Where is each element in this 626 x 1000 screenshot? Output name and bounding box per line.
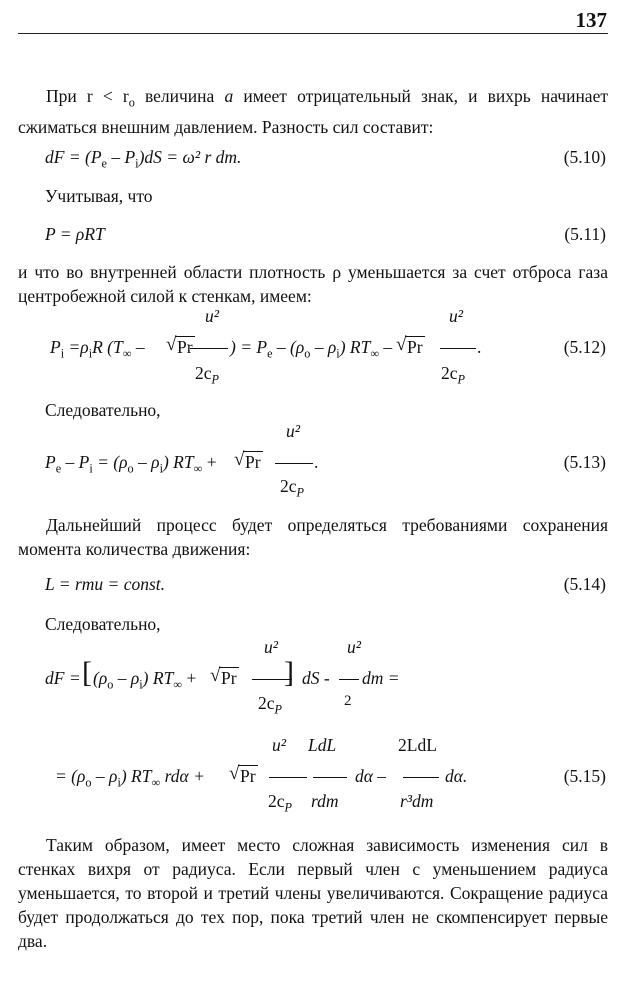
para1-text: При r < r (46, 86, 129, 106)
eq515b-p6: dα. (445, 766, 468, 786)
eq512-p1-sub: i (60, 346, 65, 361)
eq512-p3: R (T (92, 337, 123, 357)
equation-number-5-12: (5.12) (563, 337, 606, 357)
eq515a-fraction-line-2 (339, 679, 359, 680)
eq513-denominator (280, 476, 304, 501)
eq515a-p6: dm = (362, 668, 400, 688)
eq513-p2-sub: i (89, 461, 93, 476)
eq512-p4: – (131, 337, 145, 357)
eq515b-den-1-sub: P (284, 800, 293, 815)
eq515b-p5: dα – (355, 766, 387, 786)
eq512-denominator-2 (441, 363, 465, 388)
eq515a-numerator-2 (347, 637, 361, 658)
eq515b-num-1: u² (272, 735, 286, 755)
eq515a-denominator-1 (258, 693, 282, 718)
text-sledovatelno-2: Следовательно, (45, 614, 161, 634)
equation-5-11 (45, 224, 105, 245)
eq513-p4-sub: i (159, 461, 163, 476)
eq515b-p1-sub: o (85, 775, 92, 790)
eq513-p3: = (ρ (92, 452, 128, 472)
eq515b-p3-sub: ∞ (151, 775, 161, 790)
eq515a-den: 2c (258, 693, 275, 713)
eq515a-den-2: 2 (344, 693, 352, 709)
eq512-den-2-sub: P (457, 372, 466, 387)
eq515b-num-2: LdL (308, 735, 337, 755)
eq515a-p1: (ρ (93, 668, 108, 688)
eq512-p5: ) = P (230, 337, 268, 357)
eq512-p7: – ρ (310, 337, 337, 357)
eq515b-numerator-3 (398, 735, 437, 756)
eq515b-p4: rdα + (160, 766, 205, 786)
eq515b-den-2: rdm (311, 791, 339, 811)
eq512-fraction-line-2 (440, 348, 476, 349)
eq515a-lhs: dF = (45, 668, 81, 688)
eq510-lhs: dF = (P (45, 147, 102, 167)
paragraph-2 (18, 260, 608, 308)
eq515a-p5: dS - (302, 668, 330, 688)
eq510-sub-i: i (135, 156, 139, 171)
para2-text: и что во внутренней области плотность ρ уменьшается за счет отброса газа центробежной силой к стенкам, имеем: (18, 262, 608, 306)
eq512-fraction-line-1 (190, 348, 228, 349)
eq515b-numerator-1 (272, 735, 286, 756)
header-rule (18, 33, 608, 34)
eq512-sqrt2-text: Pr (407, 337, 423, 357)
eq515b-p2-sub: i (117, 775, 121, 790)
left-bracket: [ (82, 656, 92, 689)
eq515a-sqrt: √ Pr (210, 665, 237, 688)
equation-number-5-15: (5.15) (563, 766, 606, 786)
para1-text-a: величина (134, 86, 225, 106)
eq513-end: . (314, 452, 319, 472)
equation-5-10 (45, 147, 241, 172)
eq515b-p1: = (ρ (55, 766, 86, 786)
eq515a-p1-sub: o (107, 677, 114, 692)
paragraph-3 (18, 513, 608, 561)
eq515a-den-sub: P (274, 702, 283, 717)
equation-number-5-14: (5.14) (563, 574, 606, 594)
eq515b-den-1: 2c (268, 791, 285, 811)
eq515b-denominator-2 (311, 791, 339, 812)
eq510-rest: )dS = ω² r dm. (138, 147, 242, 167)
eq515a-numerator-1 (264, 637, 278, 658)
eq513-p5-sub: ∞ (193, 461, 203, 476)
eq515a-num: u² (264, 637, 278, 657)
eq512-sqrt-text: Pr (177, 337, 193, 357)
eq515b-numerator-2 (308, 735, 336, 756)
eq515a-p2-sub: i (139, 677, 143, 692)
eq515a-sqrt-text: Pr (221, 668, 237, 688)
eq515a-p3-sub: ∞ (173, 677, 183, 692)
eq510-mid: – P (106, 147, 136, 167)
para1-text-b: имеет отрицательный знак, и вихрь начинает сжиматься внешним давлением. Разность сил составит: (18, 86, 608, 137)
text-uchityvaya: Учитывая, что (45, 186, 153, 206)
eq513-fraction-line (275, 463, 313, 464)
eq512-p7-sub: i (336, 346, 340, 361)
eq515b-sqrt: √ Pr (229, 763, 256, 786)
eq514-expr: L = rmu = const. (45, 574, 166, 594)
paragraph-4 (18, 833, 608, 953)
alpha-symbol: a (224, 86, 234, 106)
eq515a-p4: + (182, 668, 197, 688)
eq512-sqrt-2: √ Pr (396, 334, 423, 357)
equation-number-5-10: (5.10) (563, 147, 606, 167)
eq513-p1-sub: e (55, 461, 62, 476)
eq513-p6: + (202, 452, 217, 472)
eq512-denominator-1 (195, 363, 219, 388)
eq512-num-2: u² (449, 306, 463, 326)
eq512-p2: =ρ (64, 337, 89, 357)
eq510-sub-e: e (101, 156, 107, 171)
eq515b-p3: ) RT (120, 766, 152, 786)
eq515b-fraction-line-2 (313, 777, 347, 778)
eq513-p1: P (45, 452, 56, 472)
eq515b-sqrt-text: Pr (240, 766, 256, 786)
eq513-num: u² (286, 421, 300, 441)
eq512-p9: – (379, 337, 393, 357)
eq512-p2-sub: i (88, 346, 93, 361)
eq512-p8-sub: ∞ (370, 346, 380, 361)
eq515a-p3: ) RT (142, 668, 174, 688)
eq512-numerator-1 (205, 306, 219, 327)
eq515b-num-3: 2LdL (398, 735, 437, 755)
eq513-den: 2c (280, 476, 297, 496)
eq513-p3-sub: o (127, 461, 134, 476)
eq512-p8: ) RT (339, 337, 371, 357)
eq515b-denominator-1 (268, 791, 292, 816)
eq515b-denominator-3 (400, 791, 433, 812)
equation-5-14 (45, 574, 165, 595)
eq515b-den-3: r³dm (400, 791, 434, 811)
para4-text: Таким образом, имеет место сложная зависимость изменения сил в стенках вихря от радиуса. Если первый член с уменьшением радиуса уменьшается, то второй и третий члены увеличиваются. Сокращение радиуса будет продолжаться до тех пор, пока третий член не скомпенсирует первые два. (18, 835, 608, 951)
r0-subscript: o (128, 95, 135, 110)
eq513-sqrt-text: Pr (245, 452, 261, 472)
text-sledovatelno-1: Следовательно, (45, 400, 161, 420)
eq512-p5-sub: e (267, 346, 273, 361)
equation-number-5-13: (5.13) (563, 452, 606, 472)
eq512-den-1: 2c (195, 363, 212, 383)
right-bracket: ] (284, 656, 294, 689)
eq513-numerator (286, 421, 300, 442)
eq515b-fraction-line-1 (269, 777, 307, 778)
eq512-end: . (477, 337, 482, 357)
eq512-p6: – (ρ (272, 337, 305, 357)
paragraph-1 (18, 84, 608, 139)
eq512-den-1-sub: P (211, 372, 220, 387)
eq513-p2: – P (61, 452, 90, 472)
eq513-p4: – ρ (133, 452, 160, 472)
eq512-sqrt-1: √ Pr (166, 334, 193, 357)
eq512-p6-sub: o (304, 346, 311, 361)
eq515a-denominator-2 (344, 693, 352, 710)
eq512-p3-sub: ∞ (122, 346, 132, 361)
eq512-p1: P (50, 337, 61, 357)
eq513-p5: ) RT (162, 452, 194, 472)
eq515b-p2: – ρ (91, 766, 118, 786)
eq515b-fraction-line-3 (403, 777, 439, 778)
page-number: 137 (575, 8, 607, 32)
eq515a-num-2: u² (347, 637, 361, 657)
eq512-numerator-2 (449, 306, 463, 327)
eq513-sqrt: √ Pr (234, 449, 261, 472)
eq512-den-2: 2c (441, 363, 458, 383)
para3-text: Дальнейший процесс будет определяться требованиями сохранения момента количества движения: (18, 515, 608, 559)
eq515a-p2: – ρ (113, 668, 140, 688)
eq513-den-sub: P (296, 485, 305, 500)
equation-number-5-11: (5.11) (564, 224, 606, 244)
eq512-num-1: u² (205, 306, 219, 326)
eq511-expr: P = ρRT (45, 224, 105, 244)
